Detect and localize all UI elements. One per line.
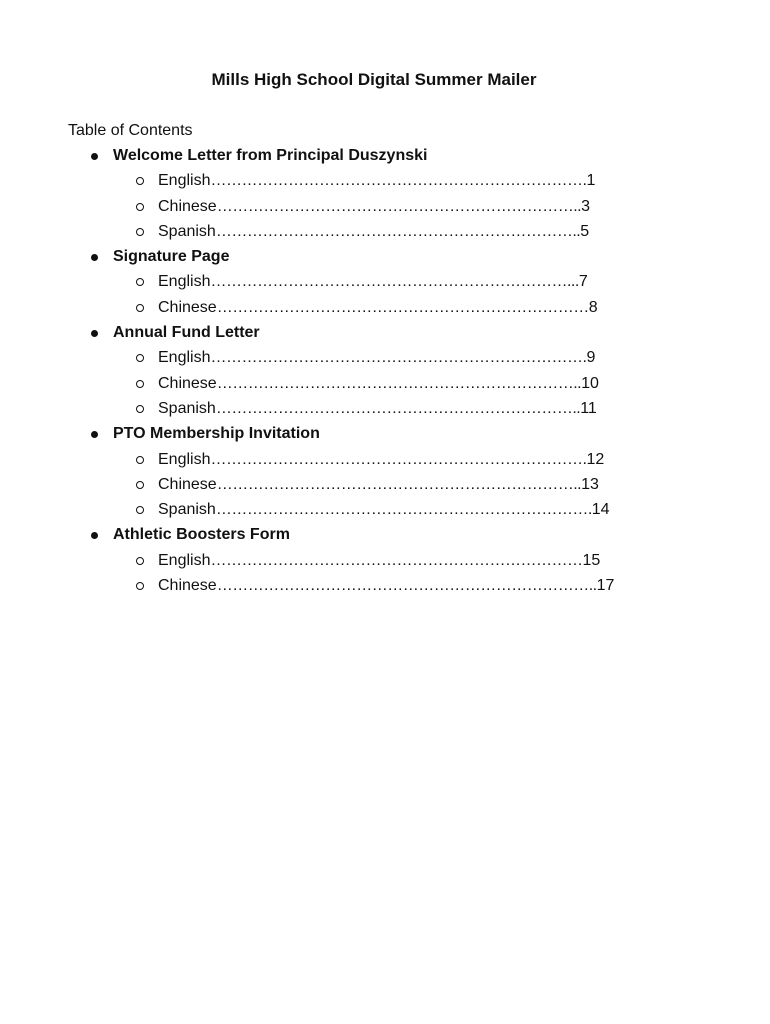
toc-entries [0, 548, 770, 599]
toc-entry-page: 9 [586, 349, 596, 367]
bullet-circle-icon [136, 456, 144, 464]
toc-entry [0, 396, 770, 421]
toc-section-row [0, 421, 770, 446]
bullet-circle-icon [136, 177, 144, 185]
toc-section [0, 143, 770, 244]
toc-dot-leader: ……………………………………………………………….. [216, 577, 597, 595]
toc-entry [0, 194, 770, 219]
bullet-circle-icon [136, 304, 144, 312]
toc-entry-language: Spanish [158, 399, 216, 417]
toc-dot-leader: ………………………………………………………………. [215, 501, 592, 519]
toc-dot-leader: …………………………………………………………….. [216, 475, 582, 493]
toc-entry-language: English [158, 273, 211, 291]
toc-entry [0, 472, 770, 497]
toc-dot-leader: ………………………………………………………………. [210, 172, 587, 190]
toc-entry-language: English [158, 172, 211, 190]
bullet-circle-icon [136, 228, 144, 236]
toc-entry [0, 295, 770, 320]
toc-entry-page: 7 [578, 273, 588, 291]
toc-dot-leader: ……………………………………………………………… [210, 551, 583, 569]
bullet-circle-icon [136, 405, 144, 413]
bullet-disc-icon [91, 532, 98, 539]
toc-section-row [0, 143, 770, 168]
toc-entry-language: Chinese [158, 197, 217, 215]
toc-section [0, 421, 770, 522]
toc-entry-page: 10 [581, 374, 599, 392]
toc-dot-leader: …………………………………………………………….. [216, 197, 582, 215]
toc-entries [0, 447, 770, 523]
toc-entry-page: 8 [588, 298, 598, 316]
bullet-disc-icon [91, 330, 98, 337]
toc-entry-page: 17 [596, 577, 615, 595]
toc-section-row [0, 244, 770, 269]
toc-entry-page: 5 [580, 222, 590, 240]
toc-entry-language: English [158, 551, 211, 569]
toc-section-title: PTO Membership Invitation [113, 425, 320, 443]
toc-entry [0, 497, 770, 522]
bullet-circle-icon [136, 506, 144, 514]
toc-section [0, 522, 770, 598]
toc-section-title: Welcome Letter from Principal Duszynski [113, 147, 428, 164]
toc-entry-page: 3 [581, 197, 590, 215]
bullet-disc-icon [91, 153, 98, 160]
bullet-circle-icon [136, 278, 144, 286]
toc-section-title: Signature Page [113, 248, 230, 266]
toc-entry-language: Spanish [158, 501, 216, 519]
bullet-disc-icon [91, 431, 98, 438]
toc-section-row [0, 522, 770, 547]
toc-entry-language: English [158, 349, 211, 367]
toc-entry [0, 168, 770, 193]
toc-entries [0, 345, 770, 421]
toc-entry [0, 548, 770, 573]
toc-entry-language: Chinese [158, 374, 217, 392]
toc-dot-leader: …………………………………………………………….. [215, 222, 581, 240]
bullet-circle-icon [136, 354, 144, 362]
toc-dot-leader: ………………………………………………………………. [210, 349, 587, 367]
toc-section [0, 320, 770, 421]
toc-entry-language: Chinese [158, 577, 217, 595]
toc-entry-language: English [158, 450, 211, 468]
bullet-circle-icon [136, 481, 144, 489]
toc-entry-page: 13 [581, 475, 599, 493]
toc-entry [0, 345, 770, 370]
toc-entry-page: 11 [580, 399, 597, 417]
toc-dot-leader: ……………………………………………………………... [210, 273, 579, 291]
toc-section-title: Annual Fund Letter [113, 324, 260, 342]
toc-entry [0, 447, 770, 472]
toc-entries [0, 269, 770, 320]
toc-entry-page: 15 [582, 551, 601, 569]
bullet-circle-icon [136, 380, 144, 388]
bullet-circle-icon [136, 557, 144, 565]
toc-dot-leader: …………………………………………………………….. [215, 399, 581, 417]
toc-entry-page: 14 [591, 501, 610, 519]
toc-heading: Table of Contents [68, 122, 193, 139]
toc-entry-page: 12 [586, 450, 605, 468]
toc-entry-language: Chinese [158, 475, 217, 493]
toc-entries [0, 168, 770, 244]
toc-dot-leader: ………………………………………………………………. [210, 450, 587, 468]
toc-dot-leader: ……………………………………………………………… [216, 298, 589, 316]
bullet-circle-icon [136, 582, 144, 590]
toc-section-title: Athletic Boosters Form [113, 526, 290, 544]
toc-dot-leader: …………………………………………………………….. [216, 374, 582, 392]
toc-entry-language: Chinese [158, 298, 217, 316]
toc-entry [0, 371, 770, 396]
table-of-contents [0, 143, 770, 598]
toc-entry [0, 573, 770, 598]
toc-section-row [0, 320, 770, 345]
toc-entry-language: Spanish [158, 222, 216, 240]
toc-entry-page: 1 [586, 172, 596, 190]
document-title: Mills High School Digital Summer Mailer [211, 70, 537, 89]
bullet-disc-icon [91, 254, 98, 261]
bullet-circle-icon [136, 203, 144, 211]
toc-entry [0, 269, 770, 294]
toc-entry [0, 219, 770, 244]
toc-section [0, 244, 770, 320]
